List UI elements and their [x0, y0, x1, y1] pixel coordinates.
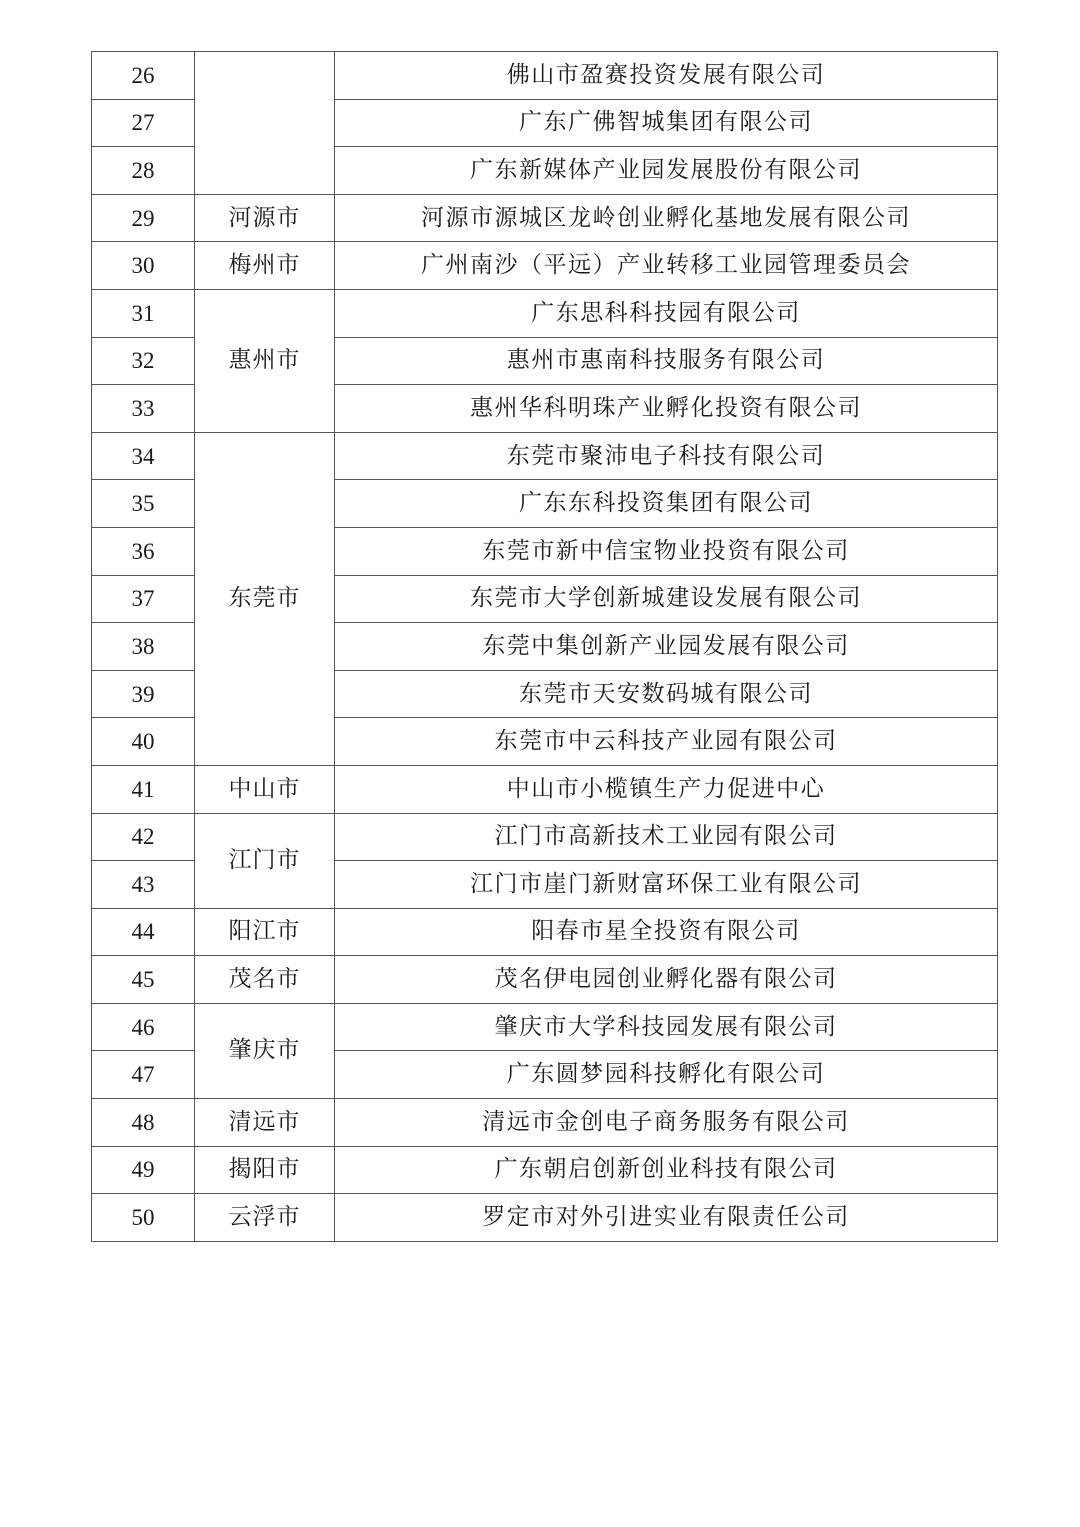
- row-number: 48: [92, 1099, 195, 1147]
- row-number: 35: [92, 480, 195, 528]
- row-number: 37: [92, 575, 195, 623]
- city-cell: 梅州市: [195, 242, 335, 290]
- table-row: [92, 813, 998, 861]
- row-number: 43: [92, 861, 195, 909]
- organization-name: 广东东科投资集团有限公司: [335, 480, 998, 528]
- city-cell: [195, 52, 335, 195]
- city-cell: 惠州市: [195, 289, 335, 432]
- table-row: [92, 432, 998, 480]
- city-cell: 中山市: [195, 765, 335, 813]
- row-number: 39: [92, 670, 195, 718]
- organization-name: 东莞市大学创新城建设发展有限公司: [335, 575, 998, 623]
- organization-name: 江门市崖门新财富环保工业有限公司: [335, 861, 998, 909]
- organization-name: 广东圆梦园科技孵化有限公司: [335, 1051, 998, 1099]
- organization-name: 罗定市对外引进实业有限责任公司: [335, 1194, 998, 1242]
- organization-name: 惠州市惠南科技服务有限公司: [335, 337, 998, 385]
- organization-name: 广州南沙（平远）产业转移工业园管理委员会: [335, 242, 998, 290]
- city-cell: 河源市: [195, 194, 335, 242]
- row-number: 28: [92, 147, 195, 195]
- row-number: 40: [92, 718, 195, 766]
- organization-name: 广东朝启创新创业科技有限公司: [335, 1146, 998, 1194]
- organization-name: 广东新媒体产业园发展股份有限公司: [335, 147, 998, 195]
- table-row: [92, 1146, 998, 1194]
- row-number: 46: [92, 1003, 195, 1051]
- city-cell: 茂名市: [195, 956, 335, 1004]
- table-row: [92, 956, 998, 1004]
- row-number: 50: [92, 1194, 195, 1242]
- row-number: 33: [92, 385, 195, 433]
- organization-name: 肇庆市大学科技园发展有限公司: [335, 1003, 998, 1051]
- organization-name: 茂名伊电园创业孵化器有限公司: [335, 956, 998, 1004]
- table-row: [92, 242, 998, 290]
- organization-name: 江门市高新技术工业园有限公司: [335, 813, 998, 861]
- row-number: 31: [92, 289, 195, 337]
- table-row: [92, 289, 998, 337]
- table-body: [92, 52, 998, 1242]
- row-number: 49: [92, 1146, 195, 1194]
- row-number: 36: [92, 527, 195, 575]
- row-number: 44: [92, 908, 195, 956]
- city-cell: 清远市: [195, 1099, 335, 1147]
- organization-name: 清远市金创电子商务服务有限公司: [335, 1099, 998, 1147]
- row-number: 27: [92, 99, 195, 147]
- organization-name: 东莞中集创新产业园发展有限公司: [335, 623, 998, 671]
- row-number: 26: [92, 52, 195, 100]
- organization-name: 东莞市天安数码城有限公司: [335, 670, 998, 718]
- table-row: [92, 194, 998, 242]
- organization-name: 中山市小榄镇生产力促进中心: [335, 765, 998, 813]
- row-number: 29: [92, 194, 195, 242]
- table-row: [92, 1099, 998, 1147]
- organization-name: 佛山市盈赛投资发展有限公司: [335, 52, 998, 100]
- organization-name: 广东广佛智城集团有限公司: [335, 99, 998, 147]
- row-number: 42: [92, 813, 195, 861]
- table-row: [92, 908, 998, 956]
- organization-name: 河源市源城区龙岭创业孵化基地发展有限公司: [335, 194, 998, 242]
- row-number: 47: [92, 1051, 195, 1099]
- organization-name: 东莞市新中信宝物业投资有限公司: [335, 527, 998, 575]
- row-number: 38: [92, 623, 195, 671]
- row-number: 30: [92, 242, 195, 290]
- table-row: [92, 1194, 998, 1242]
- city-cell: 东莞市: [195, 432, 335, 765]
- city-cell: 揭阳市: [195, 1146, 335, 1194]
- row-number: 41: [92, 765, 195, 813]
- organization-name: 广东思科科技园有限公司: [335, 289, 998, 337]
- city-cell: 阳江市: [195, 908, 335, 956]
- organization-list-table: [91, 51, 998, 1242]
- organization-name: 惠州华科明珠产业孵化投资有限公司: [335, 385, 998, 433]
- city-cell: 江门市: [195, 813, 335, 908]
- row-number: 32: [92, 337, 195, 385]
- row-number: 45: [92, 956, 195, 1004]
- city-cell: 肇庆市: [195, 1003, 335, 1098]
- organization-name: 阳春市星全投资有限公司: [335, 908, 998, 956]
- city-cell: 云浮市: [195, 1194, 335, 1242]
- table-row: [92, 1003, 998, 1051]
- table-row: [92, 765, 998, 813]
- row-number: 34: [92, 432, 195, 480]
- organization-name: 东莞市聚沛电子科技有限公司: [335, 432, 998, 480]
- organization-name: 东莞市中云科技产业园有限公司: [335, 718, 998, 766]
- table-row: [92, 52, 998, 100]
